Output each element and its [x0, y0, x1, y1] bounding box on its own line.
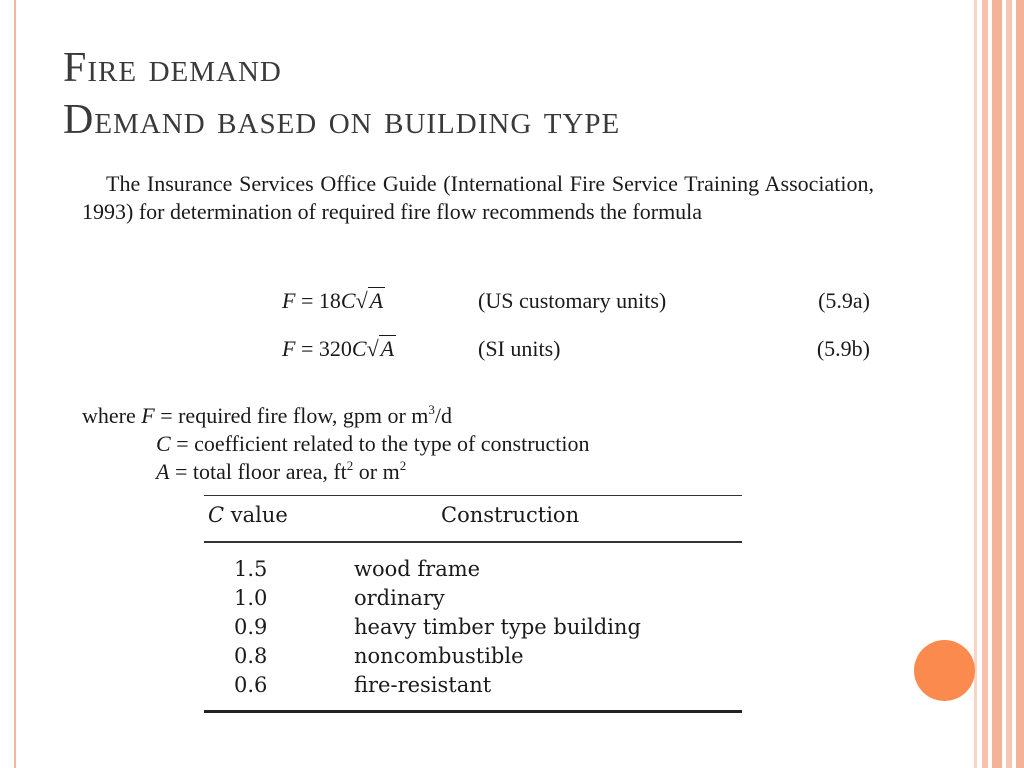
table-row: 1.0 ordinary	[234, 586, 445, 610]
definition-c: C = coefficient related to the type of construction	[156, 431, 590, 456]
table-header-c-value: C value	[208, 503, 288, 527]
intro-paragraph	[82, 170, 874, 225]
equation-si-description: (SI units)	[478, 336, 561, 361]
definition-a: A = total floor area, $ft^2$ or $m^2$	[156, 458, 407, 484]
equation-us-number: (5.9a)	[818, 288, 870, 313]
table-header-construction: Construction	[441, 503, 580, 527]
equation-si-formula: F = 320C√A	[282, 336, 395, 361]
table-row: 0.8 noncombustible	[234, 644, 524, 668]
intro-paragraph-text: The Insurance Services Office Guide (International Fire Service Training Association, 1993) for determination of required fire flow recommends the formula	[82, 171, 874, 224]
title-line-1: Fire demand	[63, 45, 282, 91]
definition-f: where F = required fire flow, gpm or $m^3/d$	[82, 402, 453, 428]
variable-definitions	[82, 402, 590, 486]
table-row: 1.5 wood frame	[234, 557, 481, 581]
table-row: 0.9 heavy timber type building	[234, 615, 641, 639]
equation-si	[82, 336, 874, 370]
slide-title	[63, 42, 620, 146]
table-top-rule	[204, 495, 742, 496]
table-body	[204, 557, 742, 702]
table-row: 0.6 fire-resistant	[234, 673, 492, 697]
equation-us	[82, 288, 874, 322]
equation-us-formula: F = 18C√A	[282, 288, 384, 313]
equation-us-description: (US customary units)	[478, 288, 667, 313]
decorative-orange-circle	[914, 640, 975, 701]
table-bottom-rule	[204, 710, 742, 713]
title-line-2: Demand based on building type	[63, 97, 621, 143]
left-border-line	[14, 0, 16, 768]
equation-si-number: (5.9b)	[816, 336, 870, 361]
table-header-rule	[204, 541, 742, 543]
right-decorative-stripes	[974, 0, 1024, 768]
